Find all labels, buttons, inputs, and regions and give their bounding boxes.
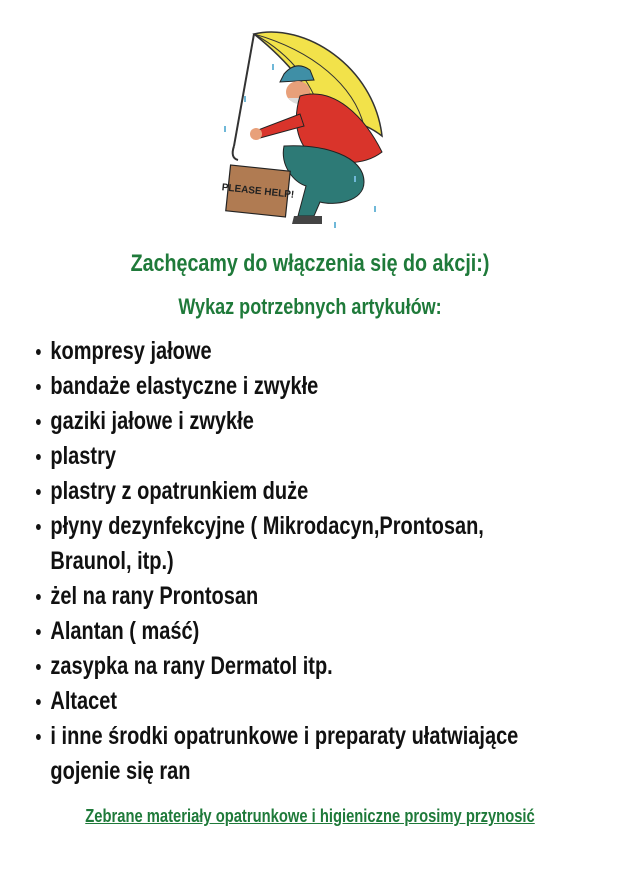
bullet-icon xyxy=(36,524,41,530)
list-item-text: żel na rany Prontosan xyxy=(50,582,259,610)
bullet-icon xyxy=(36,349,41,355)
list-item-text: Altacet xyxy=(50,687,118,715)
list-item-text: płyny dezynfekcyjne ( Mikrodacyn,Prontosan, xyxy=(50,512,484,540)
bullet-icon xyxy=(36,629,41,635)
list-item-text: plastry z opatrunkiem duże xyxy=(50,477,309,505)
main-heading: Zachęcamy do włączenia się do akcji:) xyxy=(130,250,490,277)
list-item-text: Alantan ( maść) xyxy=(50,617,200,645)
list-item xyxy=(36,614,578,649)
sign-text: PLEASE HELP! xyxy=(221,182,295,201)
list-item xyxy=(36,649,578,684)
list-item xyxy=(36,474,578,509)
list-item xyxy=(36,544,578,579)
list-item xyxy=(36,439,578,474)
list-item xyxy=(36,369,578,404)
footer-link-text: Zebrane materiały opatrunkowe i higieniczne prosimy przynosić xyxy=(85,806,535,826)
bullet-icon xyxy=(36,454,41,460)
list-heading: Wykaz potrzebnych artykułów: xyxy=(178,294,442,319)
list-item-text: zasypka na rany Dermatol itp. xyxy=(50,652,333,680)
bullet-icon xyxy=(36,489,41,495)
list-item-text: plastry xyxy=(50,442,116,470)
bullet-icon xyxy=(36,699,41,705)
supplies-list xyxy=(36,334,596,789)
list-item-text: gojenie się ran xyxy=(50,757,191,785)
list-item xyxy=(36,579,578,614)
list-item xyxy=(36,684,578,719)
bullet-icon xyxy=(36,734,41,740)
list-item-text: Braunol, itp.) xyxy=(50,547,174,575)
bullet-icon xyxy=(36,664,41,670)
list-item xyxy=(36,719,578,754)
bullet-icon xyxy=(36,419,41,425)
list-item xyxy=(36,334,578,369)
beggar-with-umbrella-illustration xyxy=(214,26,394,236)
list-item xyxy=(36,404,578,439)
list-item-text: gaziki jałowe i zwykłe xyxy=(50,407,254,435)
list-item xyxy=(36,509,578,544)
list-item-text: i inne środki opatrunkowe i preparaty ułatwiające xyxy=(50,722,519,750)
list-item xyxy=(36,754,578,789)
list-item-text: kompresy jałowe xyxy=(50,337,212,365)
bullet-icon xyxy=(36,384,41,390)
list-item-text: bandaże elastyczne i zwykłe xyxy=(50,372,319,400)
bullet-icon xyxy=(36,594,41,600)
